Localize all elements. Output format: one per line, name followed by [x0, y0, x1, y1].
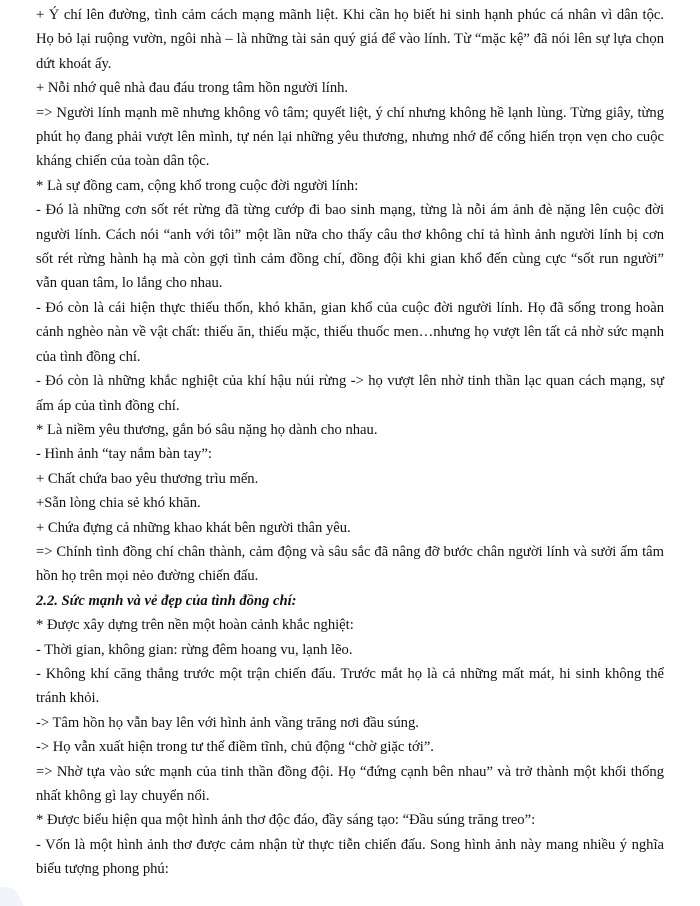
- paragraph: * Là niềm yêu thương, gắn bó sâu nặng họ dành cho nhau.: [36, 421, 378, 438]
- paragraph: * Được biểu hiện qua một hình ảnh thơ độc đáo, đầy sáng tạo: “Đầu súng trăng treo”:: [36, 812, 536, 829]
- paragraph: - Đó là những cơn sốt rét rừng đã từng cướp đi bao sinh mạng, từng là nỗi ám ảnh đè nặng lên cuộc đời người lính. Cách nói “anh với tôi” một lần nữa cho thấy câu thơ không chỉ tả hình ảnh người lính bị cơn sốt rét rừng hành hạ mà còn gợi tình cảm đồng chí, đồng đội khi gian khổ đến cùng cực “sốt run người” vẫn quan tâm, lo lắng cho nhau.: [36, 202, 664, 292]
- paragraph: + Nỗi nhớ quê nhà đau đáu trong tâm hồn người lính.: [36, 80, 349, 97]
- paragraph: => Chính tình đồng chí chân thành, cảm động và sâu sắc đã nâng đỡ bước chân người lính và sưởi ấm tâm hồn họ trên mọi nẻo đường chiến đấu.: [36, 543, 664, 585]
- paragraph: - Đó còn là cái hiện thực thiếu thốn, khó khăn, gian khổ của cuộc đời người lính. Họ đã sống trong hoàn cảnh nghèo nàn về vật chất: thiếu ăn, thiếu mặc, thiếu thuốc men…nhưng họ vượt lên tất cả nhờ sức mạnh của tình đồng chí.: [36, 299, 664, 365]
- paragraph: + Chất chứa bao yêu thương trìu mến.: [36, 470, 259, 487]
- paragraph: + Ý chí lên đường, tình cảm cách mạng mãnh liệt. Khi cần họ biết hi sinh hạnh phúc cá nhân vì dân tộc. Họ bỏ lại ruộng vườn, ngôi nhà – là những tài sản quý giá để vào lính. Từ “mặc kệ” đã nói lên sự lựa chọn dứt khoát ấy.: [36, 7, 664, 72]
- paragraph: - Hình ảnh “tay nắm bàn tay”:: [36, 446, 212, 463]
- paragraph: + Chứa đựng cả những khao khát bên người thân yêu.: [36, 519, 351, 536]
- paragraph: * Được xây dựng trên nền một hoàn cảnh khắc nghiệt:: [36, 617, 354, 634]
- paragraph: - Vốn là một hình ảnh thơ được cảm nhận từ thực tiễn chiến đấu. Song hình ảnh này mang nhiều ý nghĩa biểu tượng phong phú:: [36, 836, 664, 878]
- paragraph: -> Họ vẫn xuất hiện trong tư thế điềm tĩnh, chủ động “chờ giặc tới”.: [36, 739, 434, 756]
- paragraph: - Không khí căng thẳng trước một trận chiến đấu. Trước mắt họ là cả những mất mát, hi sinh không thể tránh khỏi.: [36, 665, 664, 707]
- document-body: [36, 3, 664, 882]
- paragraph: +Sẵn lòng chia sẻ khó khăn.: [36, 495, 201, 512]
- paragraph: => Nhờ tựa vào sức mạnh của tinh thần đồng đội. Họ “đứng cạnh bên nhau” và trở thành một khối thống nhất không gì lay chuyển nổi.: [36, 763, 664, 804]
- section-heading: 2.2. Sức mạnh và vẻ đẹp của tình đồng chí:: [36, 592, 297, 609]
- paragraph: -> Tâm hồn họ vẫn bay lên với hình ảnh vầng trăng nơi đầu súng.: [36, 714, 419, 731]
- paragraph: - Thời gian, không gian: rừng đêm hoang vu, lạnh lẽo.: [36, 641, 353, 658]
- paragraph: => Người lính mạnh mẽ nhưng không vô tâm; quyết liệt, ý chí nhưng không hề lạnh lùng. Từng giây, từng phút họ đang phải vượt lên mình, tự nén lại những yêu thương, nhưng nhớ để cống hiến trọn vẹn cho cuộc kháng chiến của toàn dân tộc.: [36, 104, 664, 170]
- paragraph: - Đó còn là những khắc nghiệt của khí hậu núi rừng -> họ vượt lên nhờ tinh thần lạc quan cách mạng, sự ấm áp của tình đồng chí.: [36, 373, 664, 414]
- paragraph: * Là sự đồng cam, cộng khổ trong cuộc đời người lính:: [36, 177, 359, 194]
